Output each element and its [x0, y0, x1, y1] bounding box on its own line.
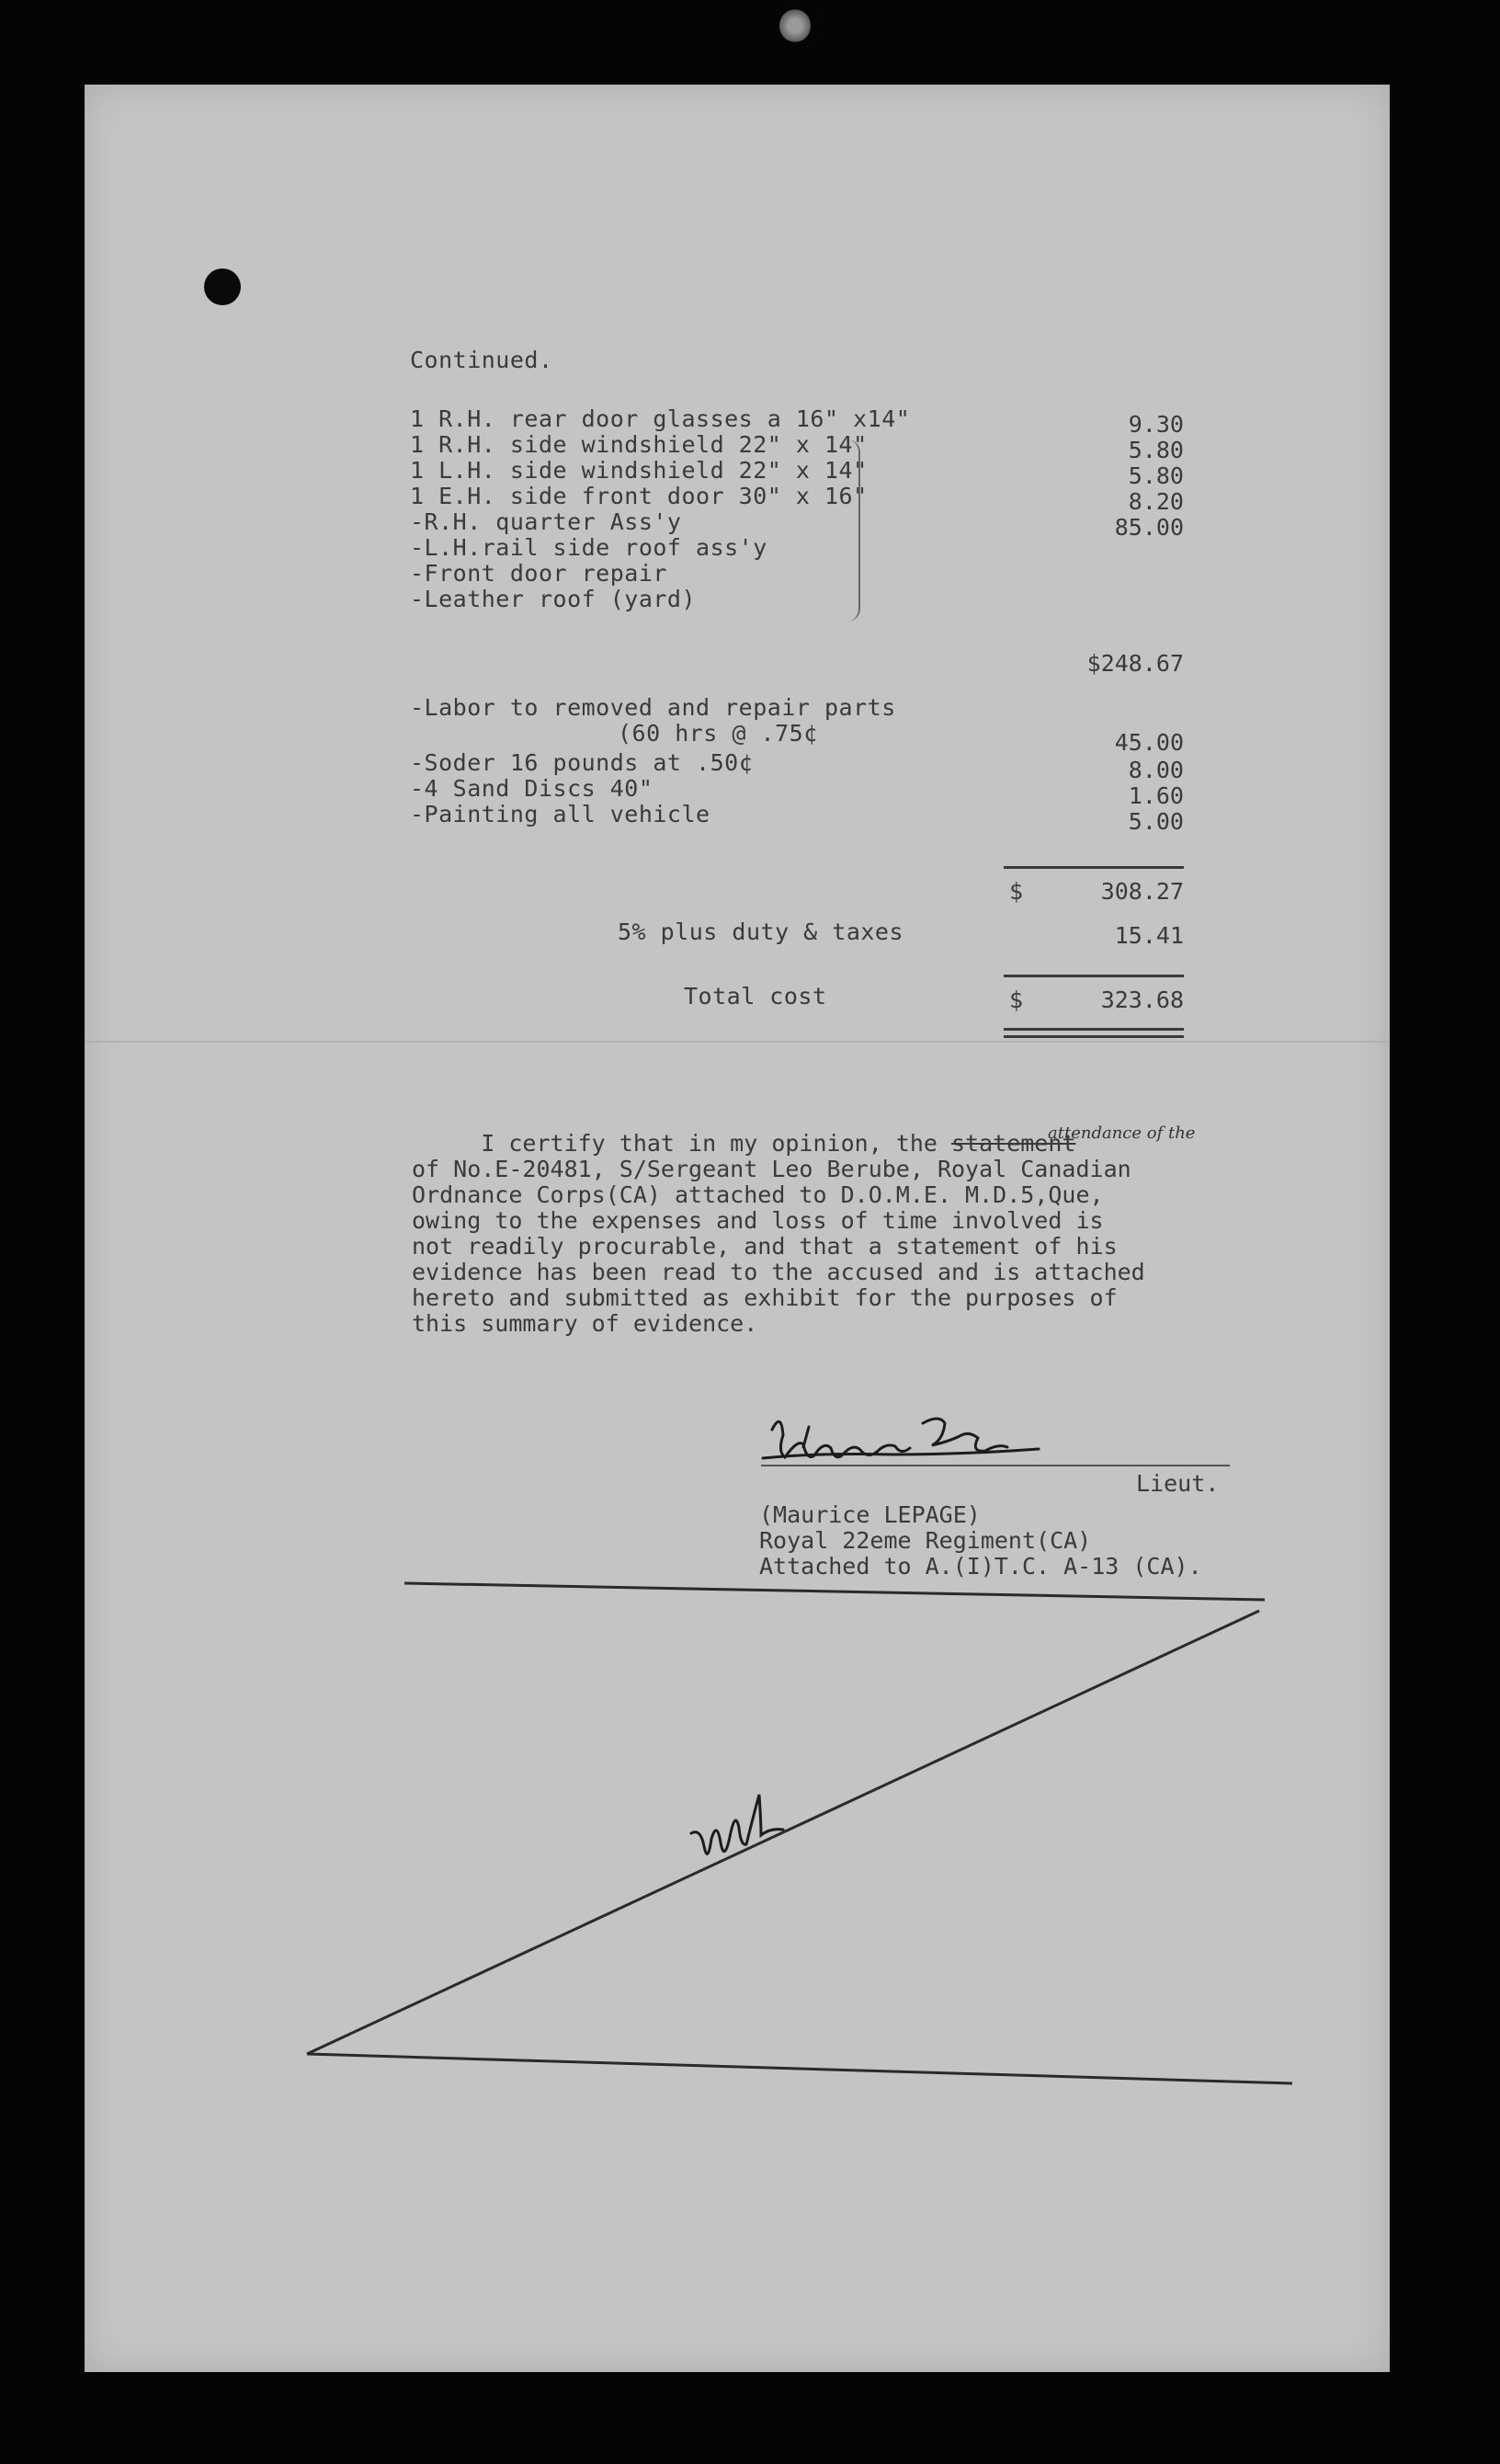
subtotal-2-currency: $: [1009, 878, 1024, 905]
certificate-line: hereto and submitted as exhibit for the purposes of: [412, 1284, 1118, 1311]
signature-attached: Attached to A.(I)T.C. A-13 (CA).: [759, 1553, 1202, 1580]
tax-label: 5% plus duty & taxes: [618, 918, 904, 945]
labor-line-1: -Labor to removed and repair parts: [410, 694, 896, 721]
subtotal-1: $248.67: [1086, 650, 1184, 677]
item-desc: -Painting all vehicle: [410, 801, 710, 827]
item-amount: 8.20: [1128, 488, 1184, 515]
handwritten-signature: [763, 1419, 1039, 1458]
certificate-line: of No.E-20481, S/Sergeant Leo Berube, Royal Canadian: [412, 1156, 1131, 1182]
certificate-line: evidence has been read to the accused and is attached: [412, 1259, 1145, 1285]
handwritten-insert: attendance of the: [1048, 1124, 1196, 1143]
item-amount: 5.80: [1128, 437, 1184, 463]
item-desc: -R.H. quarter Ass'y: [410, 508, 682, 535]
handwritten-initials: [691, 1795, 783, 1854]
signature-rank: Lieut.: [1136, 1470, 1220, 1497]
signature-name: (Maurice LEPAGE): [759, 1501, 981, 1528]
tax-amount: 15.41: [1114, 922, 1184, 949]
certificate-line: owing to the expenses and loss of time involved is: [412, 1207, 1104, 1234]
item-desc: -Leather roof (yard): [410, 586, 697, 612]
item-amount: 8.00: [1128, 757, 1184, 783]
certificate-line: not readily procurable, and that a statement of his: [412, 1233, 1118, 1260]
total-label: Total cost: [684, 983, 827, 1010]
item-amount: 85.00: [1114, 514, 1184, 541]
item-desc: 1 E.H. side front door 30" x 16": [410, 483, 868, 509]
item-amount: 5.00: [1128, 808, 1184, 835]
item-desc: 1 L.H. side windshield 22" x 14": [410, 457, 868, 484]
item-desc: -4 Sand Discs 40": [410, 775, 653, 802]
item-amount: 1.60: [1128, 782, 1184, 809]
subtotal-2-amount: 308.27: [1100, 878, 1184, 905]
cancel-rule-bottom: [307, 2054, 1292, 2083]
heading: Continued.: [410, 347, 553, 373]
item-amount: 5.80: [1128, 462, 1184, 489]
item-amount: 9.30: [1128, 411, 1184, 438]
total-currency: $: [1009, 987, 1024, 1013]
struck-word: statement: [951, 1130, 1076, 1157]
labor-amount: 45.00: [1114, 729, 1184, 756]
item-desc: -L.H.rail side roof ass'y: [410, 534, 767, 561]
item-desc: 1 R.H. side windshield 22" x 14": [410, 431, 868, 458]
cancel-diagonal: [307, 1611, 1259, 2054]
certificate-line: Ordnance Corps(CA) attached to D.O.M.E. M.D.5,Que,: [412, 1181, 1104, 1208]
certificate-line-text: I certify that in my opinion, the: [412, 1130, 951, 1157]
signature-unit: Royal 22eme Regiment(CA): [759, 1527, 1092, 1554]
item-desc: 1 R.H. rear door glasses a 16" x14": [410, 405, 911, 432]
labor-line-2: (60 hrs @ .75¢: [618, 720, 818, 747]
item-desc: -Front door repair: [410, 560, 667, 587]
cancel-rule-top: [404, 1583, 1265, 1600]
certificate-line: this summary of evidence.: [412, 1310, 758, 1337]
total-amount: 323.68: [1100, 987, 1184, 1013]
item-desc: -Soder 16 pounds at .50¢: [410, 749, 754, 776]
